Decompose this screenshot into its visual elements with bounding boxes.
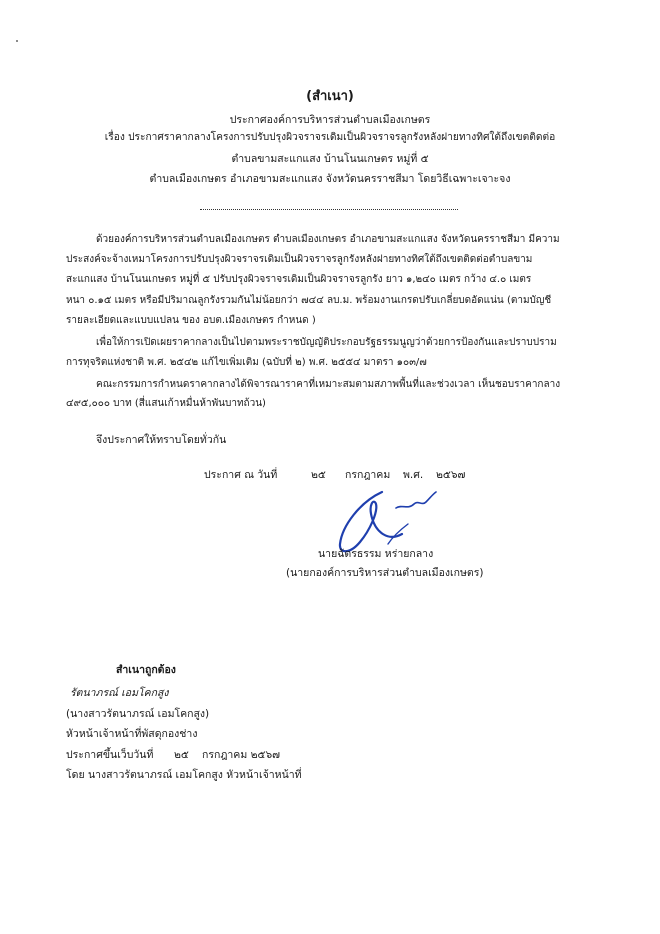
subject-line-3: ตำบลเมืองเกษตร อำเภอขามสะแกแสง จังหวัดนครราชสีมา โดยวิธีเฉพาะเจาะจง — [149, 173, 511, 185]
date-year: ๒๕๖๗ — [436, 469, 466, 481]
subject-line-1: เรื่อง ประกาศราคากลางโครงการปรับปรุงผิวจราจรเดิมเป็นผิวจราจรลูกรังหลังฝายทางทิศใต้ถึงเขตติดต่อ — [104, 132, 556, 143]
para1-line1: ด้วยองค์การบริหารส่วนตำบลเมืองเกษตร ตำบลเมืองเกษตร อำเภอขามสะแกแสง จังหวัดนครราชสีมา มีความ — [96, 234, 560, 245]
certification-title: สำเนาถูกต้อง — [116, 664, 176, 676]
posted-by-line: โดย นางสาวรัตนาภรณ์ เอมโคกสูง หัวหน้าเจ้าหน้าที่ — [66, 769, 302, 781]
para1-line5: รายละเอียดและแบบแปลน ของ อบต.เมืองเกษตร กำหนด ) — [66, 315, 316, 326]
para3-line2: ๔๙๕,๐๐๐ บาท (สี่แสนเก้าหมื่นห้าพันบาทถ้วน) — [66, 398, 266, 409]
web-date-day: ๒๕ — [174, 749, 189, 761]
para2-line2: การทุจริตแห่งชาติ พ.ศ. ๒๕๔๒ แก้ไขเพิ่มเติม (ฉบับที่ ๒) พ.ศ. ๒๕๕๔ มาตรา ๑๐๓/๗ — [66, 357, 427, 368]
copy-label: (สำเนา) — [306, 89, 354, 104]
date-month: กรกฎาคม — [345, 469, 391, 481]
signatory-position: (นายกองค์การบริหารส่วนตำบลเมืองเกษตร) — [286, 567, 484, 579]
certification-position: หัวหน้าเจ้าหน้าที่พัสดุกองช่าง — [66, 728, 198, 740]
date-day: ๒๕ — [311, 469, 326, 481]
para1-line3: สะแกแสง บ้านโนนเกษตร หมู่ที่ ๕ ปรับปรุงผิวจราจรเดิมเป็นผิวจราจรลูกรัง ยาว ๑,๒๔๐ เมตร กว้าง ๔.๐ เมตร — [66, 274, 532, 285]
web-date-month-year: กรกฎาคม ๒๕๖๗ — [202, 749, 281, 761]
para2-line1: เพื่อให้การเปิดเผยราคากลางเป็นไปตามพระราชบัญญัติประกอบรัฐธรรมนูญว่าด้วยการป้องกันและปราบปราม — [96, 337, 557, 348]
signatory-name: นายฉัตรธรรม หร่ายกลาง — [318, 548, 434, 560]
web-date-label: ประกาศขึ้นเว็บวันที่ — [66, 749, 154, 761]
date-year-label: พ.ศ. — [403, 469, 424, 481]
certification-name: (นางสาวรัตนาภรณ์ เอมโคกสูง) — [66, 708, 210, 720]
closing-line: จึงประกาศให้ทราบโดยทั่วกัน — [96, 434, 227, 446]
para1-line2: ประสงค์จะจ้างเหมาโครงการปรับปรุงผิวจราจรเดิมเป็นผิวจราจรลูกรังหลังฝายทางทิศใต้ถึงเขตติดต่อตำบลขาม — [66, 254, 533, 265]
date-label: ประกาศ ณ วันที่ — [204, 469, 278, 481]
para1-line4: หนา ๐.๑๕ เมตร หรือมีปริมาณลูกรังรวมกันไม่น้อยกว่า ๗๔๔ ลบ.ม. พร้อมงานเกรดปรับเกลี่ยบดอัดแน่น (ตามบัญชี — [66, 295, 552, 306]
para3-line1: คณะกรรมการกำหนดราคากลางได้พิจารณาราคาที่เหมาะสมตามสภาพพื้นที่และช่วงเวลา เห็นชอบราคากลาง — [96, 379, 561, 390]
announcement-title: ประกาศองค์การบริหารส่วนตำบลเมืองเกษตร — [229, 114, 431, 126]
certification-signature: รัตนาภรณ์ เอมโคกสูง — [70, 687, 169, 699]
scan-speck — [16, 40, 18, 42]
subject-line-2: ตำบลขามสะแกแสง บ้านโนนเกษตร หมู่ที่ ๕ — [231, 153, 429, 165]
divider-dotted — [200, 209, 458, 210]
